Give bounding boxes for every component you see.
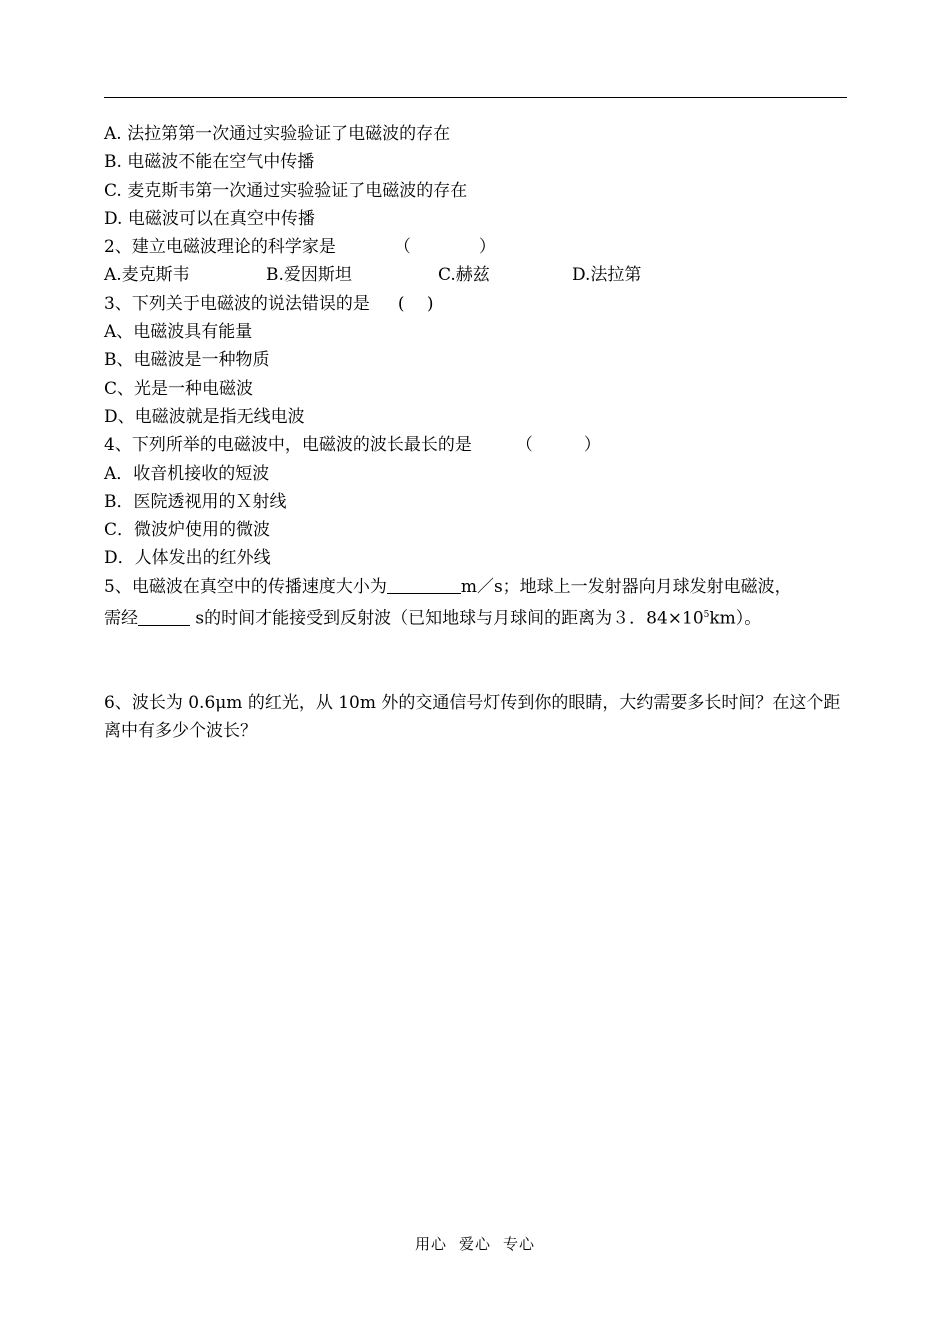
q2-stem-line xyxy=(104,233,848,261)
q2-options xyxy=(104,261,848,289)
q4-stem-line xyxy=(104,431,848,459)
q3-option-c: C、光是一种电磁波 xyxy=(104,378,254,399)
q4-option-d: D．人体发出的红外线 xyxy=(104,548,271,569)
q3-option-b: B、电磁波是一种物质 xyxy=(104,350,270,371)
q5-blank-speed xyxy=(387,575,461,594)
q1-option-a: A. 法拉第第一次通过实验验证了电磁波的存在 xyxy=(104,124,451,144)
q5-line-1 xyxy=(104,573,848,601)
q1-option-b: B. 电磁波不能在空气中传播 xyxy=(104,152,315,173)
q2-paren: （ ） xyxy=(393,237,496,258)
footer-word-2: 爱心 xyxy=(458,1235,491,1253)
spacer xyxy=(104,633,848,689)
q4-paren: （ ） xyxy=(515,435,601,456)
header-rule xyxy=(104,97,847,98)
q3-option-a: A、电磁波具有能量 xyxy=(104,322,253,343)
q4-stem: 4、下列所举的电磁波中，电磁波的波长最长的是 xyxy=(104,435,472,456)
footer-word-3: 专心 xyxy=(503,1235,536,1253)
q5-text-2: m／s；地球上一发射器向月球发射电磁波， xyxy=(460,576,792,597)
q5-exponent: 5 xyxy=(703,610,710,621)
q6-text: 6、波长为 0.6μm 的红光，从 10m 外的交通信号灯传到你的眼睛，大约需要多长时间？在这个距离中有多少个波长？ xyxy=(104,693,841,742)
q2-stem: 2、建立电磁波理论的科学家是 xyxy=(104,237,336,258)
q3-stem: 3、下列关于电磁波的说法错误的是 xyxy=(104,293,370,314)
q4-option-c: C．微波炉使用的微波 xyxy=(104,520,271,541)
q1-option-c: C. 麦克斯韦第一次通过实验验证了电磁波的存在 xyxy=(104,180,468,201)
q5-text-1: 5、电磁波在真空中的传播速度大小为 xyxy=(104,576,387,597)
exercise-content xyxy=(104,120,848,746)
q5-text-3: 需经 xyxy=(104,608,138,629)
q5-blank-time xyxy=(138,607,190,626)
q2-option-c: C.赫兹 xyxy=(438,265,490,286)
q3-paren: ( ) xyxy=(397,293,434,314)
q5-text-5: km）。 xyxy=(709,608,762,629)
q4-option-b: B．医院透视用的Ｘ射线 xyxy=(104,491,287,512)
q4-option-a: A．收音机接收的短波 xyxy=(104,463,270,484)
q2-option-a: A.麦克斯韦 xyxy=(104,265,190,286)
footer-word-1: 用心 xyxy=(414,1235,447,1253)
page-footer xyxy=(0,1233,950,1254)
q1-option-d: D. 电磁波可以在真空中传播 xyxy=(104,208,315,229)
q2-option-d: D.法拉第 xyxy=(572,265,642,286)
q5-line-2 xyxy=(104,601,848,633)
q3-option-d: D、电磁波就是指无线电波 xyxy=(104,406,305,427)
q2-option-b: B.爱因斯坦 xyxy=(266,265,352,286)
q3-stem-line xyxy=(104,290,848,318)
q5-text-4: s的时间才能接受到反射波（已知地球与月球间的距离为３．84×10 xyxy=(190,608,704,629)
